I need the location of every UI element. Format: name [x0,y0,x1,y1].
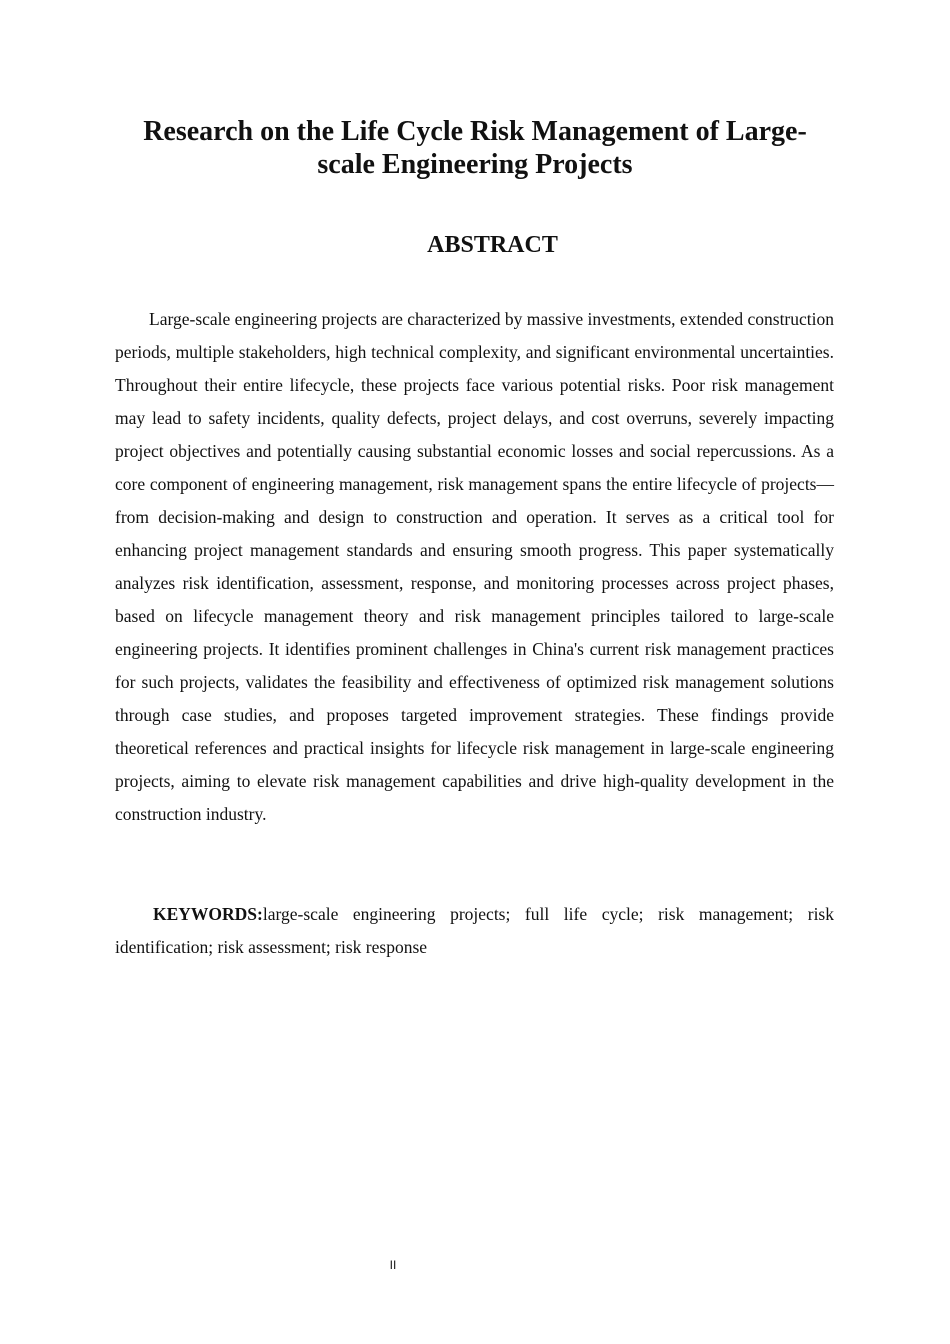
paper-title: Research on the Life Cycle Risk Management of Large-scale Engineering Projects [143,116,807,180]
keywords-label: KEYWORDS: [153,904,263,924]
abstract-heading: ABSTRACT [427,232,558,258]
page-number: II [389,1258,397,1272]
keywords-list: large-scale engineering projects; full life cycle; risk management; risk identification; risk assessment; risk response [115,904,834,957]
abstract-paragraph: Large-scale engineering projects are characterized by massive investments, extended construction periods, multiple stakeholders, high technical complexity, and significant environmental uncertainties. Throughout their entire lifecycle, these projects face various potential risks. Poor risk management may lead to safety incidents, quality defects, project delays, and cost overruns, severely impacting project objectives and potentially causing substantial economic losses and social repercussions. As a core component of engineering management, risk management spans the entire lifecycle of projects—from decision-making and design to construction and operation. It serves as a critical tool for enhancing project management standards and ensuring smooth progress. This paper systematically analyzes risk identification, assessment, response, and monitoring processes across project phases, based on lifecycle management theory and risk management principles tailored to large-scale engineering projects. It identifies prominent challenges in China's current risk management practices for such projects, validates the feasibility and effectiveness of optimized risk management solutions through case studies, and proposes targeted improvement strategies. These findings provide theoretical references and practical insights for lifecycle risk management in large-scale engineering projects, aiming to elevate risk management capabilities and drive high-quality development in the construction industry. [115,309,834,824]
keywords-paragraph [115,898,834,964]
